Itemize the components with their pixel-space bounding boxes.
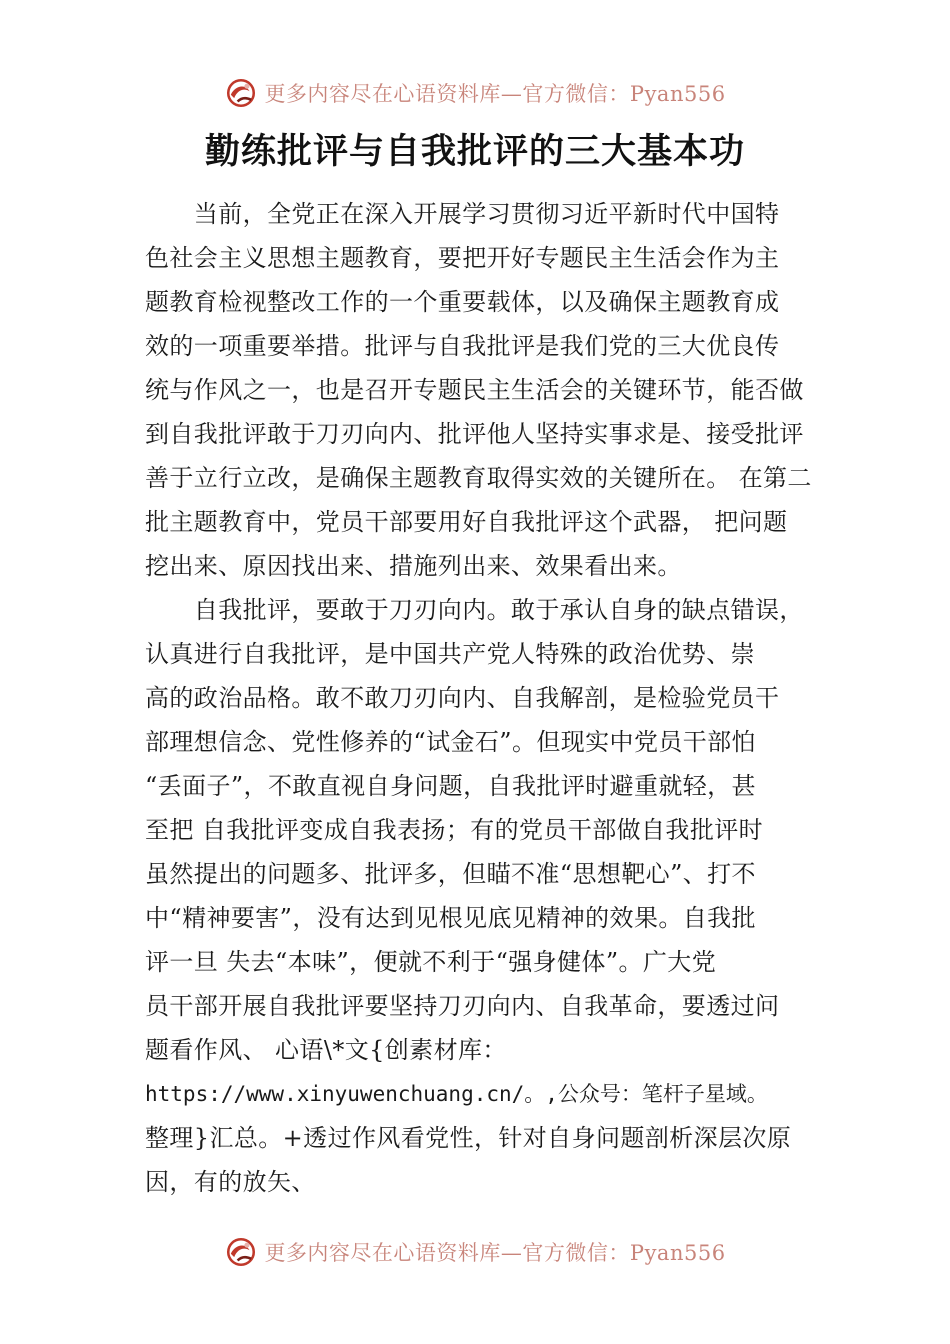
text-line: 题看作风、 心语\*文{创素材库： (145, 1036, 507, 1064)
watermark-text: 更多内容尽在心语资料库—官方微信：Pyan556 (264, 82, 726, 106)
text-line: 批主题教育中，党员干部要用好自我批评这个武器， 把问题 (145, 508, 788, 536)
text-line: 当前，全党正在深入开展学习贯彻习近平新时代中国特 (145, 200, 780, 228)
swirl-logo-icon (224, 76, 258, 110)
text-line: 自我批评，要敢于刀刃向内。敢于承认自身的缺点错误， (145, 596, 804, 624)
text-line: 效的一项重要举措。批评与自我批评是我们党的三大优良传 (145, 332, 780, 360)
text-line: 善于立行立改，是确保主题教育取得实效的关键所在。 在第二 (145, 464, 812, 492)
document-body (145, 192, 817, 1204)
text-line: 高的政治品格。敢不敢刀刃向内、自我解剖，是检验党员干 (145, 684, 780, 712)
text-line: 题教育检视整改工作的一个重要载体，以及确保主题教育成 (145, 288, 780, 316)
text-line: 认真进行自我批评，是中国共产党人特殊的政治优势、崇 (145, 640, 755, 668)
header-watermark-banner (0, 73, 950, 113)
text-line: 评一旦 失去“本味”，便就不利于“强身健体”。广大党 (145, 948, 717, 976)
text-line: 部理想信念、党性修养的“试金石”。但现实中党员干部怕 (145, 728, 756, 756)
text-line: 员干部开展自我批评要坚持刀刃向内、自我革命，要透过问 (145, 992, 780, 1020)
text-line: 中“精神要害”，没有达到见根见底见精神的效果。自我批 (145, 904, 756, 932)
document-title: 勤练批评与自我批评的三大基本功 (204, 131, 745, 172)
watermark-text: 更多内容尽在心语资料库—官方微信：Pyan556 (264, 1241, 726, 1265)
text-line: 挖出来、原因找出来、措施列出来、效果看出来。 (145, 552, 682, 580)
text-line: 虽然提出的问题多、批评多，但瞄不准“思想靶心”、打不 (145, 860, 756, 888)
text-line: 因，有的放矢、 (145, 1168, 316, 1196)
text-line: 到自我批评敢于刀刃向内、批评他人坚持实事求是、接受批评 (145, 420, 804, 448)
text-line: 统与作风之一，也是召开专题民主生活会的关键环节，能否做 (145, 376, 804, 404)
text-line: 至把 自我批评变成自我表扬；有的党员干部做自我批评时 (145, 816, 764, 844)
text-line: 整理}汇总。+透过作风看党性，针对自身问题剖析深层次原 (145, 1124, 792, 1152)
text-line: 色社会主义思想主题教育，要把开好专题民主生活会作为主 (145, 244, 780, 272)
text-line: https://www.xinyuwenchuang.cn/。,公众号：笔杆子星域。 (145, 1082, 768, 1106)
swirl-logo-icon (224, 1235, 258, 1269)
footer-watermark-banner (0, 1232, 950, 1272)
text-line: “丢面子”，不敢直视自身问题，自我批评时避重就轻，甚 (145, 772, 756, 800)
